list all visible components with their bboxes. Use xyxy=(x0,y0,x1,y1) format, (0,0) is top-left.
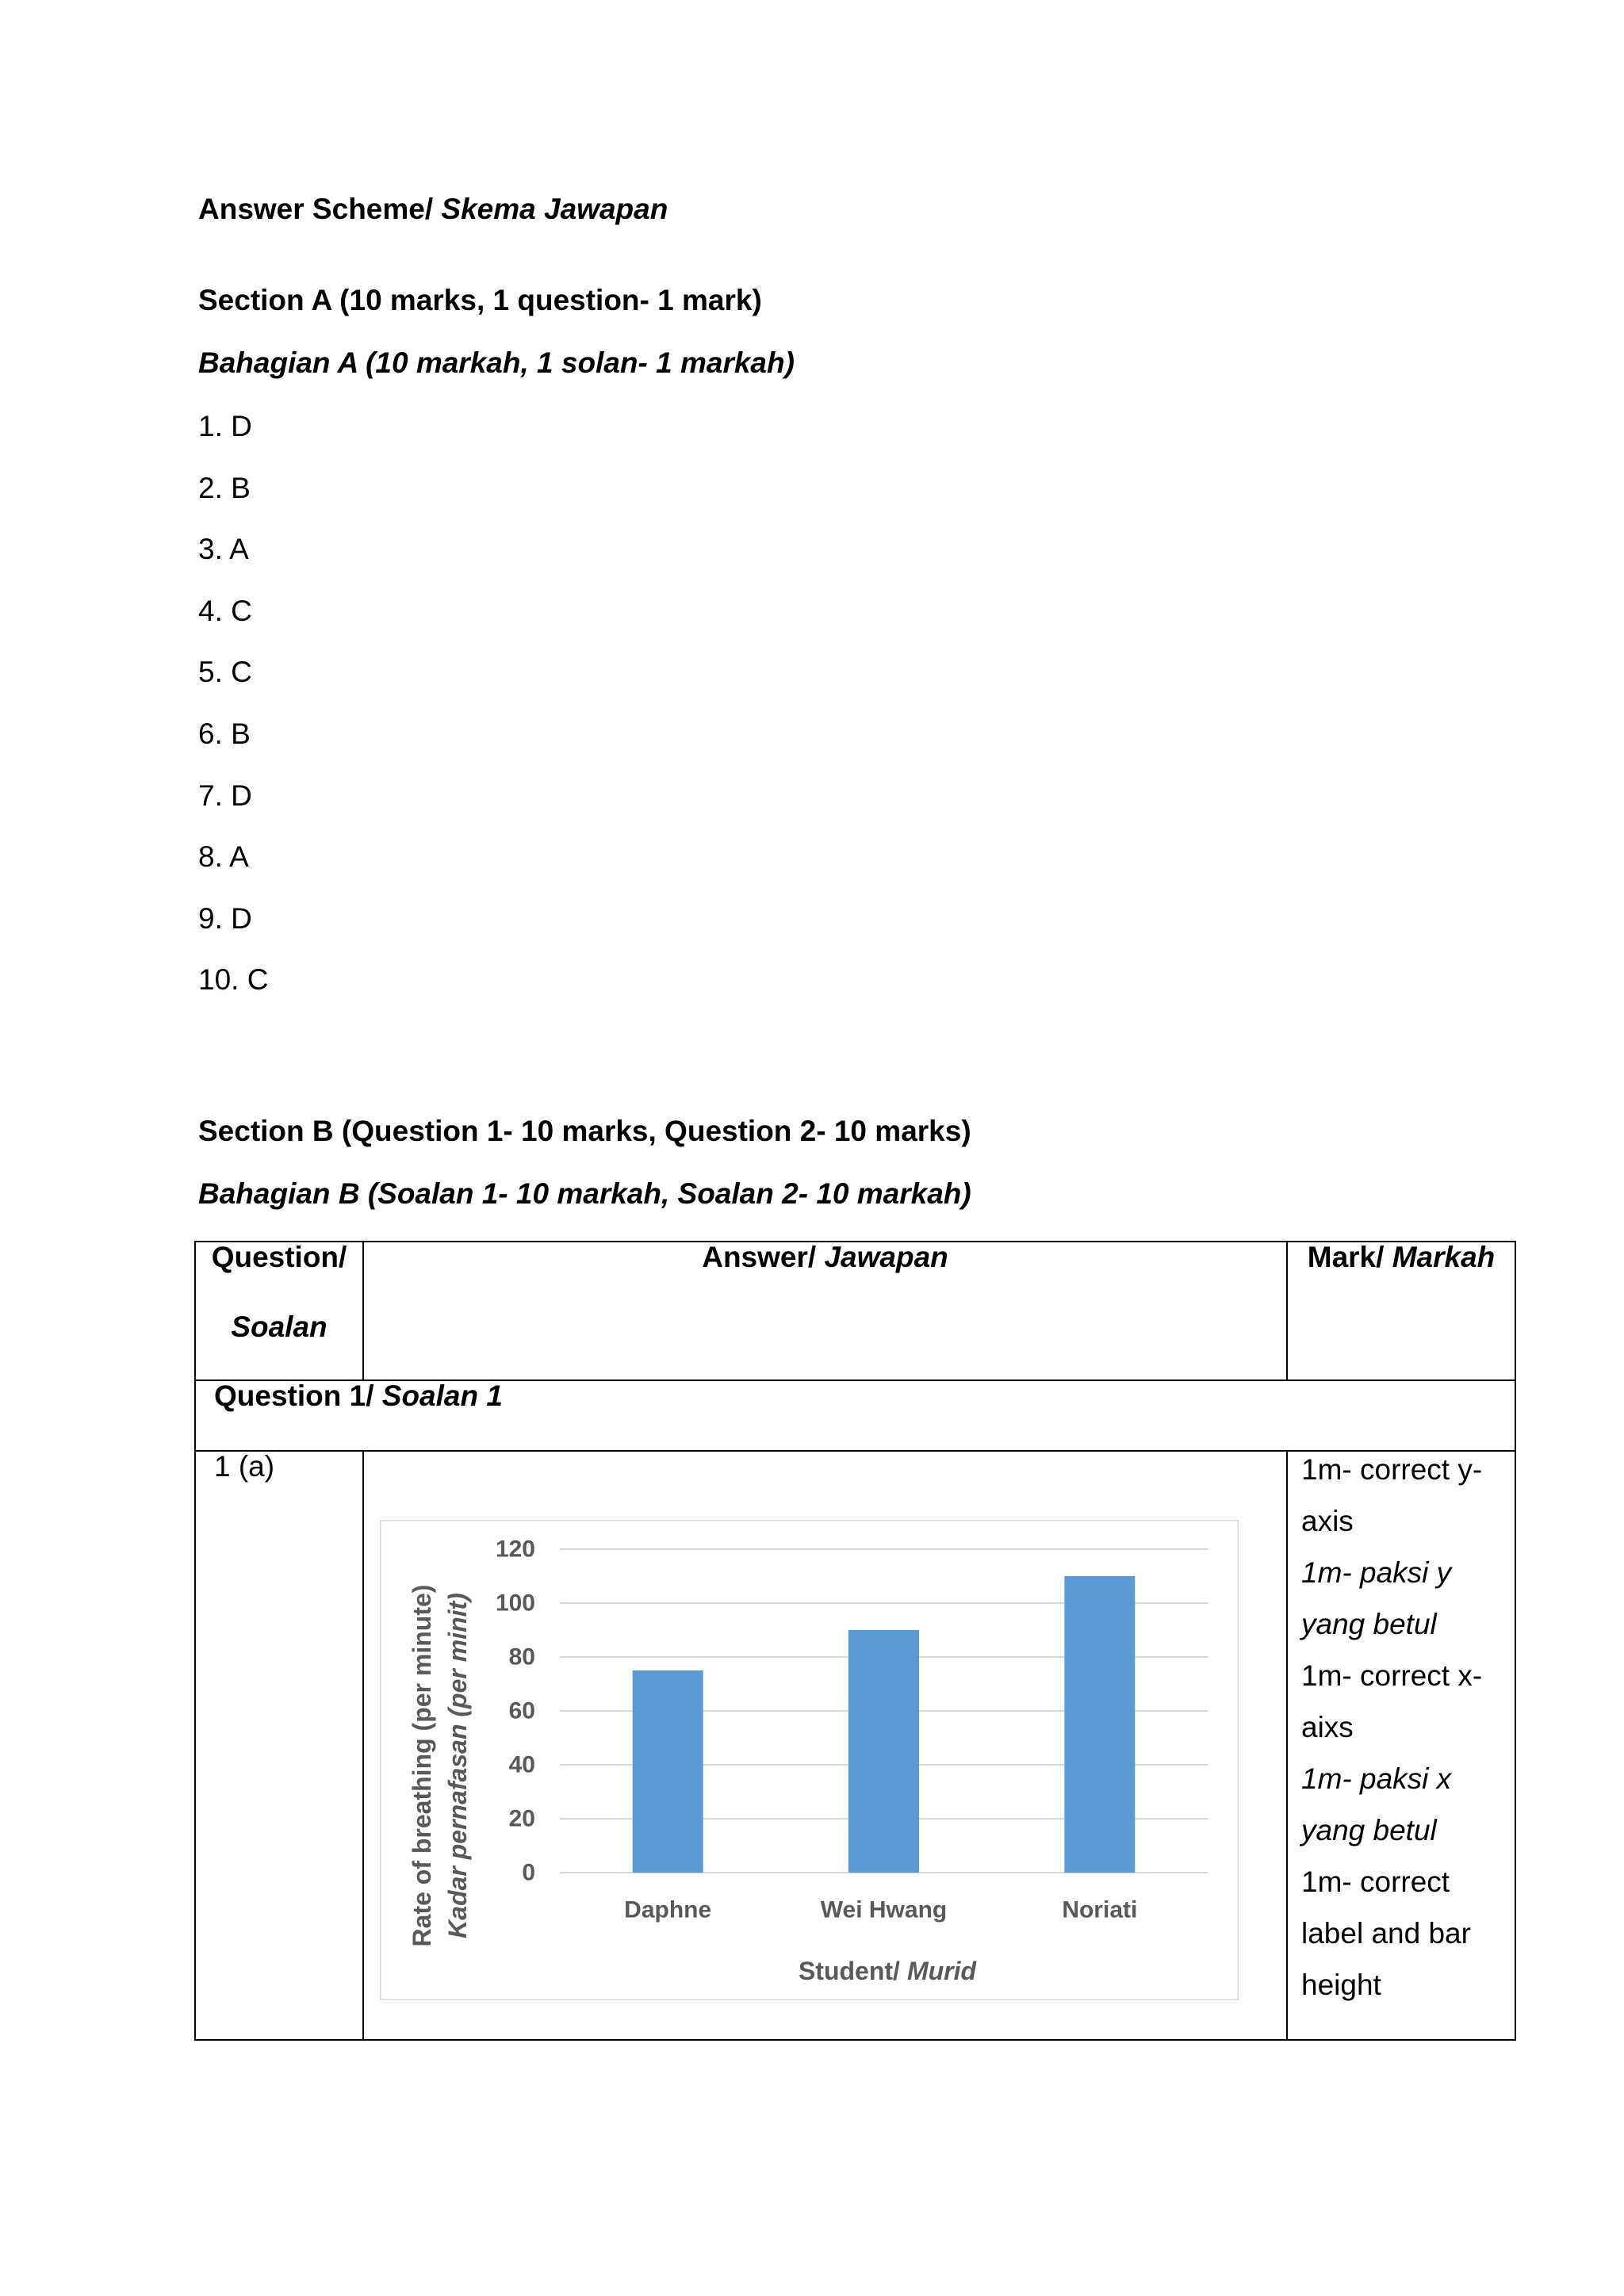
header-question-en: Question/ xyxy=(211,1241,347,1273)
bar-chart xyxy=(380,1520,1239,2000)
question-number-cell: 1 (a) xyxy=(196,1452,364,2039)
x-tick-label: Wei Hwang xyxy=(820,1896,948,1923)
group-label-en: Question 1/ xyxy=(214,1380,374,1412)
y-tick-label: 60 xyxy=(508,1697,535,1724)
mark-criterion xyxy=(1301,1856,1515,2011)
title-ms: Skema Jawapan xyxy=(441,193,668,225)
section-a-heading: Section A (10 marks, 1 question- 1 mark) xyxy=(198,284,762,316)
x-tick-label: Noriati xyxy=(1062,1896,1138,1923)
bar-daphne xyxy=(633,1670,703,1873)
section-a-heading-ms: Bahagian A (10 markah, 1 solan- 1 markah) xyxy=(198,346,795,379)
y-tick-label: 20 xyxy=(508,1805,535,1832)
mark-line-ms: 1m- paksi y xyxy=(1301,1556,1452,1589)
bar-noriati xyxy=(1064,1576,1135,1873)
y-tick-label: 100 xyxy=(495,1590,535,1617)
answer-item: 6. B xyxy=(198,717,251,750)
mark-line-ms: yang betul xyxy=(1301,1814,1437,1846)
answer-item: 1. D xyxy=(198,410,252,442)
answer-item: 3. A xyxy=(198,533,249,566)
header-question xyxy=(196,1242,364,1381)
section-b-heading: Section B (Question 1- 10 marks, Question 2- 10 marks) xyxy=(198,1115,971,1147)
header-answer-en: Answer/ xyxy=(702,1241,817,1273)
y-axis-title: Rate of breathing (per minute) xyxy=(408,1584,436,1947)
header-question-ms: Soalan xyxy=(231,1311,327,1343)
mark-line: aixs xyxy=(1301,1711,1354,1743)
answer-table xyxy=(194,1241,1516,2041)
x-axis-title xyxy=(799,1957,978,1985)
mark-line: axis xyxy=(1301,1505,1354,1537)
question-group-row xyxy=(196,1381,1515,1452)
x-axis-title-ms: Murid xyxy=(906,1957,977,1985)
mark-line: label and bar xyxy=(1301,1917,1471,1950)
header-mark-ms: Markah xyxy=(1392,1241,1496,1273)
mark-criterion xyxy=(1301,1650,1515,1856)
y-axis-title-ms: Kadar pernafasan (per minit) xyxy=(443,1593,472,1938)
x-tick-label: Daphne xyxy=(624,1896,712,1923)
bar-wei-hwang xyxy=(848,1630,919,1873)
marks-cell xyxy=(1288,1452,1515,2039)
mark-line: 1m- correct x- xyxy=(1301,1659,1483,1692)
marks-list xyxy=(1301,1444,1515,2011)
section-a-answer-list xyxy=(198,396,268,1011)
y-tick-label: 80 xyxy=(508,1644,535,1670)
answer-cell xyxy=(364,1452,1288,2039)
answer-item: 5. C xyxy=(198,656,252,689)
header-mark-en: Mark/ xyxy=(1307,1241,1385,1273)
mark-line: height xyxy=(1301,1969,1381,2001)
mark-criterion xyxy=(1301,1444,1515,1650)
y-tick-label: 40 xyxy=(508,1751,535,1778)
title-en: Answer Scheme/ xyxy=(198,193,434,225)
document-title xyxy=(198,192,668,227)
mark-line: 1m- correct y- xyxy=(1301,1453,1483,1486)
header-answer-ms: Jawapan xyxy=(824,1241,948,1273)
answer-item: 9. D xyxy=(198,901,252,935)
answer-item: 10. C xyxy=(198,963,269,997)
answer-item: 2. B xyxy=(198,471,251,504)
answer-item: 7. D xyxy=(198,779,252,812)
header-mark xyxy=(1288,1242,1515,1381)
answer-item: 4. C xyxy=(198,594,252,627)
y-tick-label: 120 xyxy=(495,1536,535,1563)
group-label-ms: Soalan 1 xyxy=(381,1380,503,1412)
y-tick-label: 0 xyxy=(522,1859,535,1886)
x-axis-title-en: Student/ xyxy=(798,1957,900,1985)
mark-line-ms: yang betul xyxy=(1301,1608,1437,1640)
mark-line: 1m- correct xyxy=(1301,1866,1450,1898)
section-b-heading-ms: Bahagian B (Soalan 1- 10 markah, Soalan 2- 10 markah) xyxy=(198,1177,971,1210)
answer-item: 8. A xyxy=(198,840,249,874)
header-answer xyxy=(364,1242,1288,1381)
mark-line-ms: 1m- paksi x xyxy=(1301,1762,1452,1795)
